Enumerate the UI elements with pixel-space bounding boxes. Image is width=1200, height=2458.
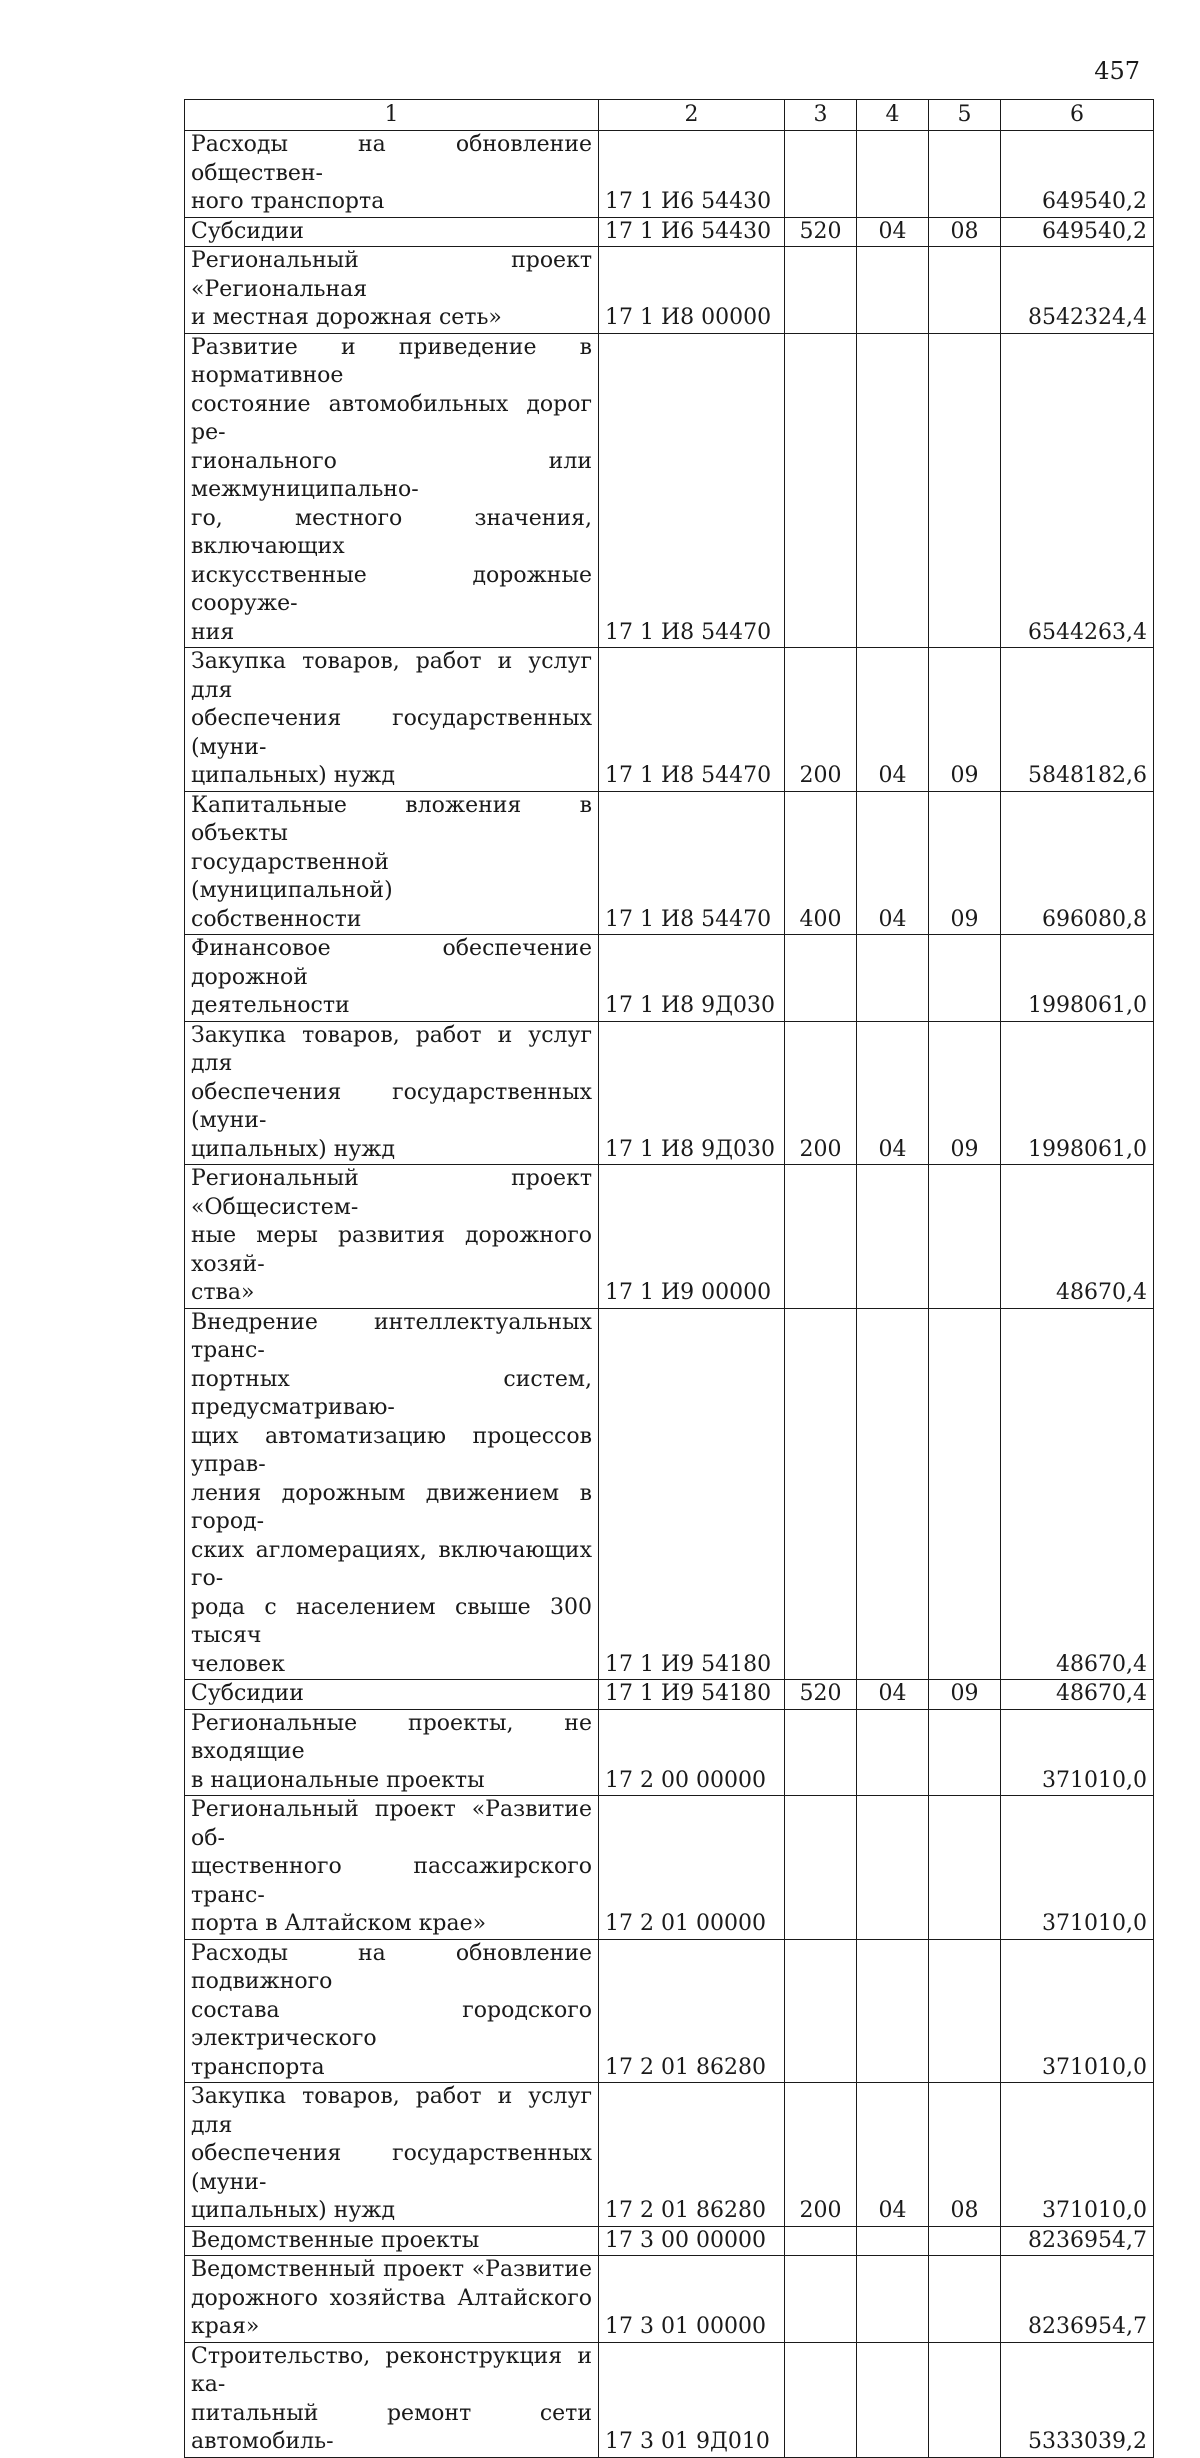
table-row: [185, 1796, 1154, 1940]
row-amount: 371010,0: [1001, 1709, 1154, 1796]
row-name-line: искусственные дорожные сооруже-: [191, 562, 592, 616]
row-col-5: [929, 935, 1001, 1022]
row-code: 17 2 01 86280: [599, 1939, 785, 2083]
row-name-line: Капитальные вложения в объекты: [191, 792, 592, 846]
table-row: [185, 1680, 1154, 1710]
table-row: [185, 1165, 1154, 1309]
row-name: [185, 247, 599, 334]
row-amount: 48670,4: [1001, 1680, 1154, 1710]
row-name-line: собственности: [191, 906, 362, 932]
row-code: 17 2 00 00000: [599, 1709, 785, 1796]
row-col-5: 08: [929, 217, 1001, 247]
row-name: [185, 131, 599, 218]
row-name-line: ципальных) нужд: [191, 763, 396, 788]
row-col-4: [857, 1308, 929, 1680]
row-amount: 5848182,6: [1001, 648, 1154, 792]
row-name-line: состава городского электрического: [191, 1997, 592, 2051]
row-name-line: портных систем, предусматриваю-: [191, 1366, 592, 1420]
row-col-4: [857, 247, 929, 334]
table-row: [185, 2083, 1154, 2227]
table-row: [185, 247, 1154, 334]
row-col-4: 04: [857, 1680, 929, 1710]
row-name-line: обеспечения государственных (муни-: [191, 706, 592, 760]
row-name-line: ципальных) нужд: [191, 2198, 396, 2223]
row-col-3: 200: [785, 1021, 857, 1165]
row-name: [185, 1939, 599, 2083]
row-name: [185, 2342, 599, 2457]
column-header-1: 1: [185, 100, 599, 131]
row-name: [185, 1165, 599, 1309]
row-col-5: 09: [929, 1021, 1001, 1165]
row-name-line: ния: [191, 619, 235, 645]
row-name-line: Региональный проект «Региональная: [191, 248, 592, 302]
column-header-6: 6: [1001, 100, 1154, 131]
row-amount: 48670,4: [1001, 1165, 1154, 1309]
header-row: [185, 100, 1154, 131]
row-col-3: [785, 1939, 857, 2083]
row-code: 17 2 01 86280: [599, 2083, 785, 2227]
row-amount: 8542324,4: [1001, 247, 1154, 334]
row-name-line: Внедрение интеллектуальных транс-: [191, 1309, 592, 1363]
row-col-3: 400: [785, 791, 857, 935]
row-amount: 8236954,7: [1001, 2256, 1154, 2343]
row-code: 17 3 01 00000: [599, 2256, 785, 2343]
row-name-line: щих автоматизацию процессов управ-: [191, 1423, 592, 1477]
row-name-line: ления дорожным движением в город-: [191, 1480, 592, 1534]
row-name-line: обеспечения государственных (муни-: [191, 2141, 592, 2195]
table-row: [185, 2342, 1154, 2457]
row-code: 17 1 И9 54180: [599, 1308, 785, 1680]
row-name-line: ного транспорта: [191, 189, 385, 214]
row-name-line: деятельности: [191, 993, 350, 1018]
row-amount: 8236954,7: [1001, 2226, 1154, 2256]
column-header-3: 3: [785, 100, 857, 131]
row-name: [185, 648, 599, 792]
row-name: [185, 2256, 599, 2343]
row-col-5: [929, 2256, 1001, 2343]
row-col-4: 04: [857, 648, 929, 792]
row-name: [185, 1709, 599, 1796]
row-col-4: [857, 2256, 929, 2343]
row-col-4: [857, 1165, 929, 1309]
row-col-3: [785, 2226, 857, 2256]
table-row: [185, 333, 1154, 648]
row-name-line: Расходы на обновление подвижного: [191, 1940, 592, 1994]
row-col-4: [857, 1709, 929, 1796]
row-name-line: ципальных) нужд: [191, 1136, 396, 1162]
budget-table: [184, 99, 1154, 2458]
row-name-line: щественного пассажирского транс-: [191, 1854, 592, 1908]
row-col-3: 520: [785, 217, 857, 247]
row-amount: 6544263,4: [1001, 333, 1154, 648]
row-amount: 371010,0: [1001, 1939, 1154, 2083]
row-col-4: [857, 935, 929, 1022]
row-code: 17 1 И9 54180: [599, 1680, 785, 1710]
row-col-3: 200: [785, 648, 857, 792]
row-col-5: [929, 333, 1001, 648]
row-col-5: [929, 1165, 1001, 1309]
row-name-line: Закупка товаров, работ и услуг для: [191, 649, 592, 703]
row-name-line: человек: [191, 1651, 285, 1677]
row-amount: 48670,4: [1001, 1308, 1154, 1680]
column-header-4: 4: [857, 100, 929, 131]
row-col-5: 09: [929, 1680, 1001, 1710]
table-row: [185, 1021, 1154, 1165]
row-col-3: [785, 1308, 857, 1680]
table-row: [185, 1709, 1154, 1796]
row-code: 17 1 И8 9Д030: [599, 1021, 785, 1165]
row-amount: 1998061,0: [1001, 935, 1154, 1022]
row-col-3: [785, 2256, 857, 2343]
row-name-line: края»: [191, 2314, 260, 2339]
row-col-5: [929, 2342, 1001, 2457]
row-name-line: обеспечения государственных (муни-: [191, 1079, 592, 1133]
row-col-5: 08: [929, 2083, 1001, 2227]
row-name-line: рода с населением свыше 300 тысяч: [191, 1594, 592, 1648]
row-col-4: [857, 333, 929, 648]
table-row: [185, 1308, 1154, 1680]
row-code: 17 1 И8 00000: [599, 247, 785, 334]
table-row: [185, 217, 1154, 247]
row-name: Ведомственные проекты: [185, 2226, 599, 2256]
row-name: [185, 935, 599, 1022]
row-name-line: и местная дорожная сеть»: [191, 305, 502, 330]
table-row: [185, 791, 1154, 935]
row-col-5: [929, 247, 1001, 334]
row-col-5: [929, 1939, 1001, 2083]
row-col-4: 04: [857, 1021, 929, 1165]
row-name: Субсидии: [185, 217, 599, 247]
table-row: [185, 935, 1154, 1022]
row-col-3: [785, 247, 857, 334]
row-amount: 371010,0: [1001, 1796, 1154, 1940]
row-col-3: [785, 1796, 857, 1940]
row-col-5: 09: [929, 648, 1001, 792]
table-row: [185, 2226, 1154, 2256]
row-col-3: 200: [785, 2083, 857, 2227]
row-code: 17 1 И8 54470: [599, 791, 785, 935]
row-amount: 371010,0: [1001, 2083, 1154, 2227]
row-col-4: 04: [857, 791, 929, 935]
row-name: [185, 791, 599, 935]
row-name-line: в национальные проекты: [191, 1767, 485, 1793]
row-col-5: [929, 131, 1001, 218]
row-code: 17 1 И8 54470: [599, 648, 785, 792]
row-col-5: [929, 1709, 1001, 1796]
row-name-line: Расходы на обновление обществен-: [191, 132, 592, 186]
row-code: 17 1 И8 9Д030: [599, 935, 785, 1022]
table-row: [185, 131, 1154, 218]
row-amount: 649540,2: [1001, 131, 1154, 218]
row-name-line: Ведомственный проект «Развитие: [191, 2257, 592, 2282]
row-name: [185, 1796, 599, 1940]
row-name-line: состояние автомобильных дорог ре-: [191, 391, 592, 445]
row-code: 17 1 И9 00000: [599, 1165, 785, 1309]
row-name: [185, 1021, 599, 1165]
table-row: [185, 1939, 1154, 2083]
page-number: 457: [1094, 57, 1140, 85]
column-header-5: 5: [929, 100, 1001, 131]
row-col-3: [785, 935, 857, 1022]
row-code: 17 1 И8 54470: [599, 333, 785, 648]
row-name-line: транспорта: [191, 2054, 325, 2080]
row-name-line: Закупка товаров, работ и услуг для: [191, 1022, 592, 1076]
row-name-line: ства»: [191, 1280, 255, 1305]
row-col-3: [785, 131, 857, 218]
table-row: [185, 2256, 1154, 2343]
row-col-3: [785, 1165, 857, 1309]
row-amount: 696080,8: [1001, 791, 1154, 935]
row-col-4: [857, 1796, 929, 1940]
row-code: 17 1 И6 54430: [599, 217, 785, 247]
row-amount: 5333039,2: [1001, 2342, 1154, 2457]
row-name-line: государственной (муниципальной): [191, 849, 393, 903]
row-name-line: ских агломерациях, включающих го-: [191, 1537, 592, 1591]
row-name-line: порта в Алтайском крае»: [191, 1911, 487, 1936]
row-name: [185, 333, 599, 648]
row-col-5: [929, 1308, 1001, 1680]
row-name: Субсидии: [185, 1680, 599, 1710]
row-col-3: [785, 2342, 857, 2457]
row-amount: 1998061,0: [1001, 1021, 1154, 1165]
row-col-3: [785, 333, 857, 648]
row-name-line: Региональные проекты, не входящие: [191, 1710, 592, 1764]
row-col-5: 09: [929, 791, 1001, 935]
row-col-4: [857, 2226, 929, 2256]
row-code: 17 2 01 00000: [599, 1796, 785, 1940]
row-col-4: [857, 2342, 929, 2457]
column-header-2: 2: [599, 100, 785, 131]
row-col-4: [857, 131, 929, 218]
row-code: 17 3 01 9Д010: [599, 2342, 785, 2457]
row-amount: 649540,2: [1001, 217, 1154, 247]
row-col-4: [857, 1939, 929, 2083]
table-row: [185, 648, 1154, 792]
row-code: 17 3 00 00000: [599, 2226, 785, 2256]
row-name: [185, 1308, 599, 1680]
row-name-line: питальный ремонт сети автомобиль-: [191, 2400, 592, 2454]
row-name-line: Развитие и приведение в нормативное: [191, 334, 592, 388]
row-name-line: дорожного хозяйства Алтайского: [191, 2285, 592, 2311]
row-name-line: гионального или межмуниципально-: [191, 448, 592, 502]
row-name-line: Закупка товаров, работ и услуг для: [191, 2084, 592, 2138]
row-name-line: Региональный проект «Развитие об-: [191, 1797, 592, 1851]
row-name-line: го, местного значения, включающих: [191, 505, 592, 559]
row-col-4: 04: [857, 2083, 929, 2227]
row-name-line: Финансовое обеспечение дорожной: [191, 936, 592, 990]
row-col-4: 04: [857, 217, 929, 247]
row-col-3: [785, 1709, 857, 1796]
row-name-line: ные меры развития дорожного хозяй-: [191, 1223, 592, 1277]
row-name-line: Строительство, реконструкция и ка-: [191, 2343, 592, 2397]
row-col-5: [929, 1796, 1001, 1940]
row-name-line: Региональный проект «Общесистем-: [191, 1166, 592, 1220]
row-code: 17 1 И6 54430: [599, 131, 785, 218]
row-col-5: [929, 2226, 1001, 2256]
row-col-3: 520: [785, 1680, 857, 1710]
row-name: [185, 2083, 599, 2227]
